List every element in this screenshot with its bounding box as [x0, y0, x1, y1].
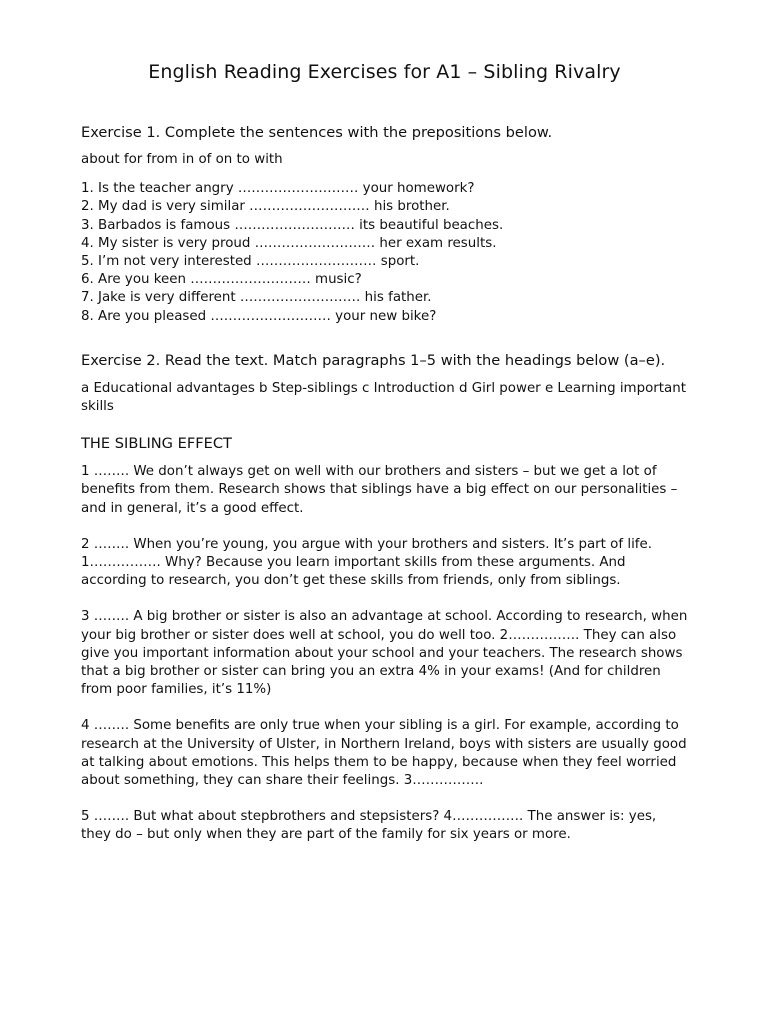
exercise-1-item: 4. My sister is very proud ……………………… her exam results.	[81, 235, 497, 251]
exercise-1	[81, 122, 688, 326]
exercise-1-items	[81, 180, 688, 326]
exercise-1-item: 6. Are you keen ……………………… music?	[81, 272, 362, 288]
text-paragraph: 4 …….. Some benefits are only true when your sibling is a girl. For example, according to research at the University of Ulster, in Northern Ireland, boys with sisters are usually good at talking about emotions. This helps them to be happy, because when they feel worried about something, they can share their feelings. 3…………….	[81, 718, 687, 789]
exercise-2	[81, 350, 688, 845]
exercise-1-item: 3. Barbados is famous ……………………… its beautiful beaches.	[81, 217, 504, 233]
document-title: English Reading Exercises for A1 – Sibling Rivalry	[148, 61, 621, 83]
prepositions-word-bank: about for from in of on to with	[81, 152, 283, 167]
paragraph-headings-list: a Educational advantages b Step-siblings c Introduction d Girl power e Learning important skills	[81, 380, 686, 415]
text-paragraph: 1 …….. We don’t always get on well with our brothers and sisters – but we get a lot of benefits from them. Research shows that siblings have a big effect on our personalities – and in general, it’s a good effect.	[81, 464, 678, 516]
text-paragraph: 2 …….. When you’re young, you argue with your brothers and sisters. It’s part of life. 1……………. Why? Because you learn important skills from these arguments. And according to research, you don’t get these skills from friends, only from siblings.	[81, 536, 652, 589]
text-title: THE SIBLING EFFECT	[81, 435, 232, 453]
text-paragraph: 5 …….. But what about stepbrothers and stepsisters? 4……………. The answer is: yes, they do – but only when they are part of the family for six years or more.	[81, 809, 657, 843]
exercise-1-item: 5. I’m not very interested ……………………… sport.	[81, 254, 420, 270]
exercise-1-item: 1. Is the teacher angry ……………………… your homework?	[81, 181, 475, 197]
exercise-1-item: 8. Are you pleased ……………………… your new bike?	[81, 308, 437, 324]
exercise-1-item: 7. Jake is very different ……………………… his father.	[81, 290, 432, 306]
exercise-2-heading: Exercise 2. Read the text. Match paragraphs 1–5 with the headings below (a–e).	[81, 351, 666, 369]
text-paragraph: 3 …….. A big brother or sister is also an advantage at school. According to research, when your big brother or sister does well at school, you do well too. 2……………. They can also give you important information about your school and your teachers. The research shows that a big brother or sister can bring you an extra 4% in your exams! (And for children from poor families, it’s 11%)	[81, 609, 688, 698]
exercise-1-item: 2. My dad is very similar ……………………… his brother.	[81, 199, 450, 215]
exercise-1-heading: Exercise 1. Complete the sentences with the prepositions below.	[81, 124, 553, 141]
